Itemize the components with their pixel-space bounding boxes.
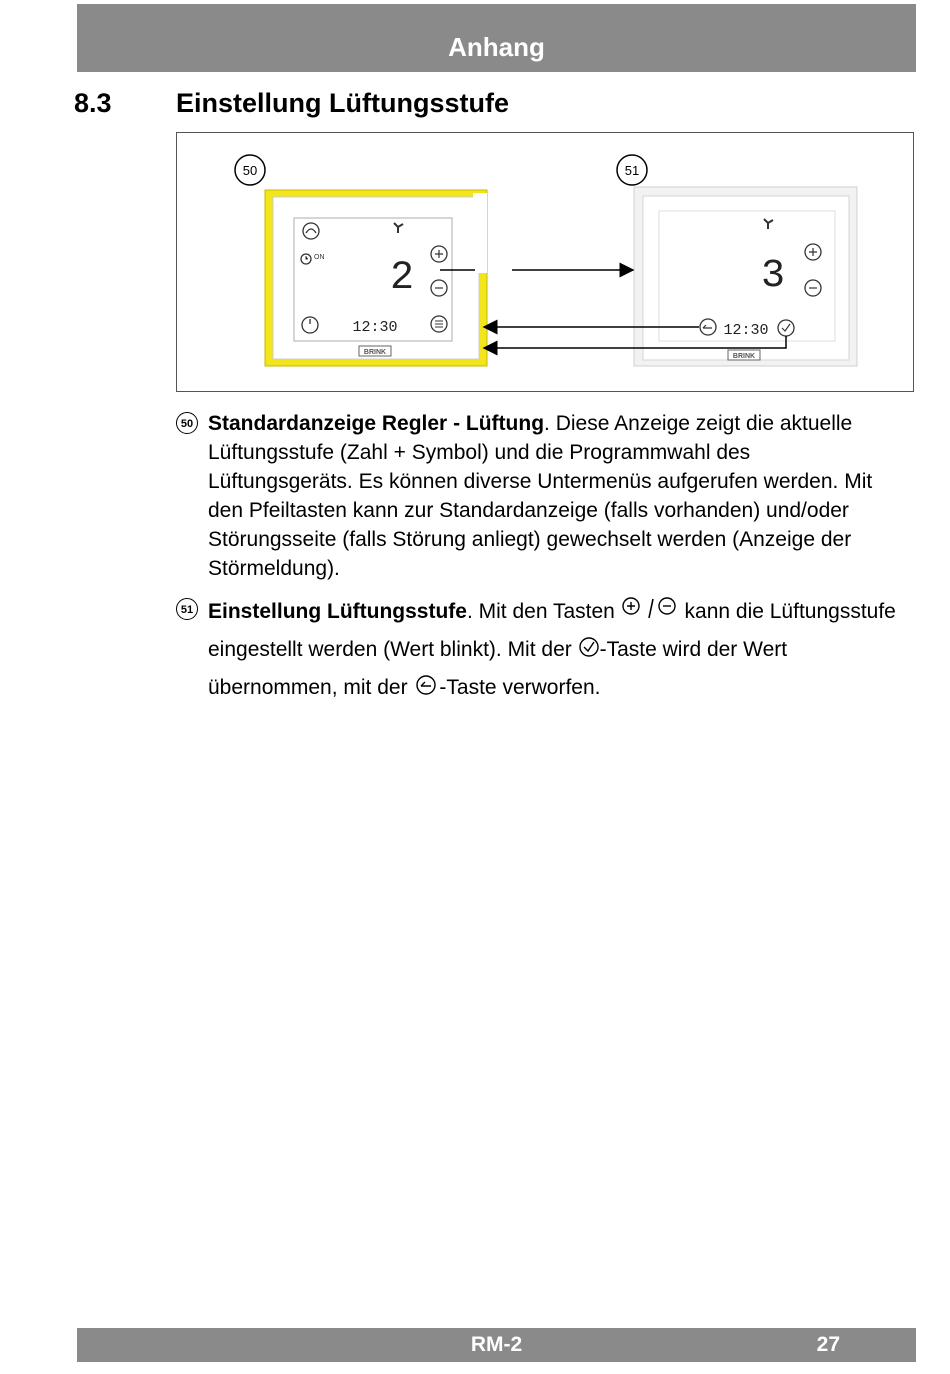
callout-50 bbox=[235, 155, 265, 185]
brand-right: BRINK bbox=[732, 353, 756, 360]
item-body-51c: -Taste wird der Wert übernommen, mit der bbox=[208, 638, 788, 699]
device-right bbox=[634, 187, 857, 366]
callout-51 bbox=[617, 155, 647, 185]
item-marker-50: 50 bbox=[176, 412, 198, 434]
device-left bbox=[265, 190, 487, 366]
item-text-51 bbox=[208, 595, 896, 709]
figure-box bbox=[176, 132, 914, 392]
section-number: 8.3 bbox=[74, 88, 112, 118]
back-circle-icon bbox=[413, 674, 439, 709]
callout-51-label: 51 bbox=[624, 163, 640, 178]
item-title-51: Einstellung Lüftungsstufe bbox=[208, 600, 467, 623]
item-title-50: Standardanzeige Regler - Lüftung bbox=[208, 412, 545, 435]
header-title: Anhang bbox=[448, 32, 545, 62]
item-body-51a: . Mit den Tasten bbox=[466, 600, 621, 623]
page-number: 27 bbox=[816, 1333, 840, 1356]
plus-minus-icon bbox=[621, 596, 679, 633]
on-label: ON bbox=[314, 254, 325, 261]
time-right: 12:30 bbox=[723, 322, 769, 339]
check-circle-icon bbox=[578, 636, 600, 671]
item-body-51d: -Taste verworfen. bbox=[439, 676, 601, 699]
level-digit-left: 2 bbox=[389, 256, 415, 301]
level-digit-right: 3 bbox=[760, 254, 786, 299]
item-marker-51: 51 bbox=[176, 598, 198, 620]
item-body-50: . Diese Anzeige zeigt die aktuelle Lüftungsstufe (Zahl + Symbol) und die Programmwahl des Lüftungsgeräts. Es können diverse Untermenüs aufgerufen werden. Mit den Pfeiltasten kann zur Standardanzeige (falls vorhanden) und/oder Störungsseite (falls Störung anliegt) gewechselt werden (Anzeige der Störmeldung). bbox=[208, 412, 873, 580]
brand-left: BRINK bbox=[363, 349, 387, 356]
header-bar bbox=[77, 4, 916, 72]
callout-50-label: 50 bbox=[242, 163, 258, 178]
figure-diagram bbox=[177, 133, 913, 391]
item-body-51b: kann die Lüftungsstufe eingestellt werden (Wert blinkt). Mit der bbox=[208, 600, 896, 661]
time-left: 12:30 bbox=[352, 319, 398, 336]
footer-model: RM-2 bbox=[470, 1333, 523, 1356]
item-text-50 bbox=[208, 409, 896, 583]
section-title: Einstellung Lüftungsstufe bbox=[176, 88, 509, 118]
footer-bar bbox=[77, 1328, 916, 1362]
